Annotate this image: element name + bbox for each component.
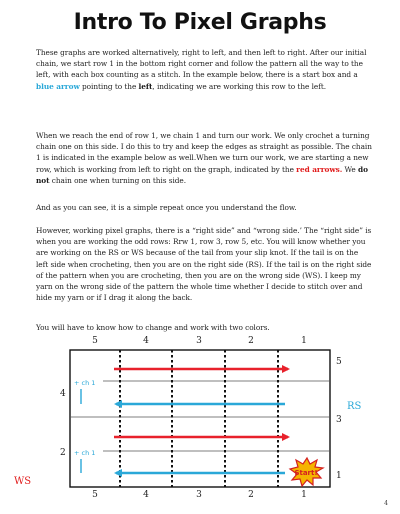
ch1-label: + ch 1: [74, 449, 96, 457]
ws-label: WS: [14, 476, 32, 487]
right-row-number: 1: [336, 471, 342, 481]
page-title: Intro To Pixel Graphs: [73, 10, 327, 35]
turning-text-1: When we reach the end of row 1, we chain 1 and turn our work. We only crochet a turning chain one on this side. I do this to try and keep the edges as straight as possible. The chain 1 is indicated in the example below as well.When we turn our work, we are starting a new row, which is working from left to right on the graph, indicated by the: [36, 131, 372, 174]
paragraph-colors: You will have to know how to change and work with two colors.: [36, 323, 270, 332]
right-row-number: 5: [336, 357, 342, 367]
top-col-number: 1: [301, 336, 307, 346]
start-label: Start!: [294, 469, 318, 477]
top-col-number: 4: [143, 336, 149, 346]
paragraph-sides: However, working pixel graphs, there is a “right side” and “wrong side.’ The “right side” is when you are working the odd rows: Rrw 1, row 3, row 5, etc. You will know whether you are working on the RS or WS because of the tail from your slip knot. If the tail is on the left side when crocheting, then you are on the right side (RS). If the tail is on the right side of the pattern when you are crocheting, then you are on the wrong side (WS). I keep my yarn on the wrong side of the pattern the whole time whether I decide to stitch over and hide my yarn or if I drag it along the back.: [36, 226, 372, 303]
top-col-number: 3: [196, 336, 202, 346]
turning-text-3: chain one when turning on this side.: [49, 175, 187, 185]
intro-text-2: pointing to the: [79, 81, 139, 91]
bottom-col-number: 5: [92, 490, 98, 500]
graph-frame: [70, 350, 330, 487]
red-arrows-highlight: red arrows.: [296, 164, 343, 174]
top-col-number: 5: [92, 336, 98, 346]
do-not-emphasis: do not: [36, 164, 368, 185]
bottom-col-number: 3: [196, 490, 202, 500]
paragraph-repeat: And as you can see, it is a simple repeat once you understand the flow.: [36, 203, 297, 212]
left-row-number: 2: [60, 448, 66, 458]
page-number: 4: [384, 500, 388, 507]
bottom-col-number: 1: [301, 490, 307, 500]
ch1-label: + ch 1: [74, 379, 96, 387]
right-row-number: 3: [336, 415, 342, 425]
intro-text-3: , indicating we are working this row to the left.: [152, 81, 327, 91]
top-col-number: 2: [248, 336, 254, 346]
blue-arrow-highlight: blue arrow: [36, 81, 80, 91]
bottom-col-number: 4: [143, 490, 149, 500]
left-row-number: 4: [60, 389, 66, 399]
rs-label: RS: [347, 401, 362, 412]
left-emphasis: left: [138, 81, 153, 91]
turning-text-2: We: [342, 164, 359, 174]
intro-text-1: These graphs are worked alternatively, right to left, and then left to right. After our initial chain, we start row 1 in the bottom right corner and follow the pattern all the way to the left, with each box counting as a stitch. In the example below, there is a start box and a: [36, 48, 367, 80]
bottom-col-number: 2: [248, 490, 254, 500]
